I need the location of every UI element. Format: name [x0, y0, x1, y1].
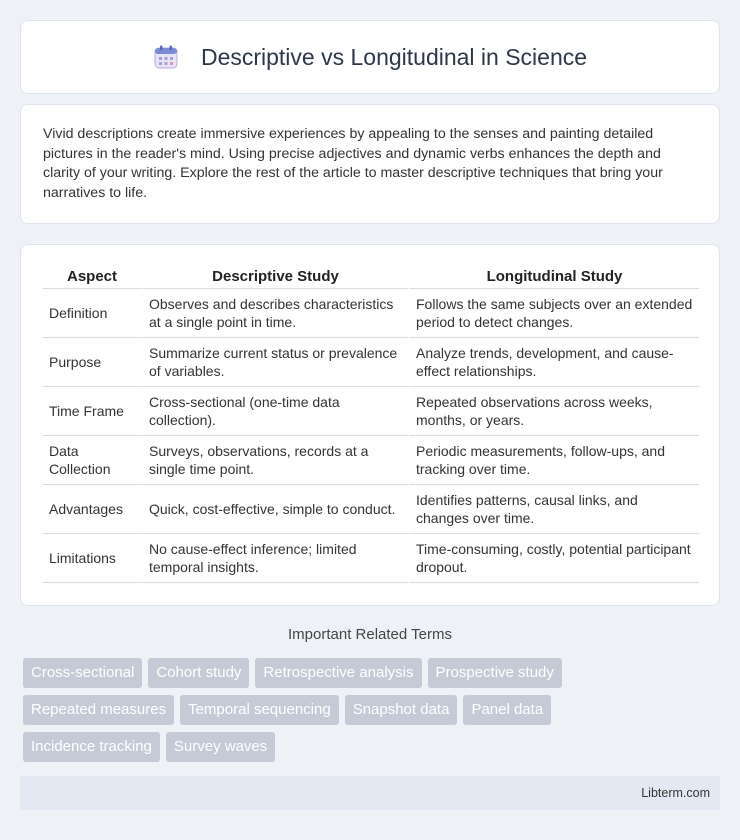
related-terms-list: [23, 658, 623, 762]
table-row: [43, 289, 699, 338]
page-title: Descriptive vs Longitudinal in Science: [200, 43, 588, 70]
intro-card: [20, 104, 720, 224]
related-term-tag[interactable]: Repeated measures: [23, 695, 174, 725]
table-row: [43, 338, 699, 387]
related-terms-title: Important Related Terms: [288, 626, 452, 643]
row-aspect: Data Collection: [43, 436, 141, 485]
row-aspect: Time Frame: [43, 387, 141, 436]
comparison-table-card: [20, 244, 720, 606]
related-term-tag[interactable]: Survey waves: [166, 732, 275, 762]
row-longitudinal: Follows the same subjects over an extended period to detect changes.: [408, 289, 699, 338]
table-row: [43, 436, 699, 485]
related-term-tag[interactable]: Prospective study: [428, 658, 562, 688]
related-term-tag[interactable]: Cross-sectional: [23, 658, 142, 688]
row-longitudinal: Periodic measurements, follow-ups, and tracking over time.: [408, 436, 699, 485]
row-descriptive: Surveys, observations, records at a single time point.: [141, 436, 408, 485]
column-header-longitudinal: Longitudinal Study: [408, 265, 699, 289]
row-aspect: Advantages: [43, 485, 141, 534]
row-descriptive: Observes and describes characteristics at a single point in time.: [141, 289, 408, 338]
row-descriptive: Quick, cost-effective, simple to conduct.: [141, 485, 408, 534]
table-row: [43, 485, 699, 534]
row-longitudinal: Analyze trends, development, and cause-effect relationships.: [408, 338, 699, 387]
column-header-aspect: Aspect: [43, 265, 141, 289]
row-longitudinal: Identifies patterns, causal links, and changes over time.: [408, 485, 699, 534]
row-aspect: Definition: [43, 289, 141, 338]
comparison-table: [43, 265, 699, 583]
row-descriptive: Cross-sectional (one-time data collection).: [141, 387, 408, 436]
row-descriptive: No cause-effect inference; limited temporal insights.: [141, 534, 408, 583]
header-card: [20, 20, 720, 94]
table-row: [43, 387, 699, 436]
row-aspect: Limitations: [43, 534, 141, 583]
related-term-tag[interactable]: Snapshot data: [345, 695, 458, 725]
footer: [20, 776, 720, 810]
row-longitudinal: Repeated observations across weeks, months, or years.: [408, 387, 699, 436]
calendar-icon: [153, 44, 179, 70]
intro-text: Vivid descriptions create immersive experiences by appealing to the senses and painting detailed pictures in the reader's mind. Using precise adjectives and dynamic verbs enhances the depth and clarity of your writing. Explore the rest of the article to master descriptive techniques that bring your narratives to life.: [43, 126, 663, 201]
related-term-tag[interactable]: Cohort study: [148, 658, 249, 688]
related-term-tag[interactable]: Temporal sequencing: [180, 695, 339, 725]
row-longitudinal: Time-consuming, costly, potential participant dropout.: [408, 534, 699, 583]
table-header-row: [43, 265, 699, 289]
related-term-tag[interactable]: Retrospective analysis: [255, 658, 421, 688]
related-term-tag[interactable]: Panel data: [463, 695, 551, 725]
table-row: [43, 534, 699, 583]
column-header-descriptive: Descriptive Study: [141, 265, 408, 289]
row-aspect: Purpose: [43, 338, 141, 387]
row-descriptive: Summarize current status or prevalence of variables.: [141, 338, 408, 387]
footer-source-link[interactable]: Libterm.com: [641, 786, 710, 800]
related-term-tag[interactable]: Incidence tracking: [23, 732, 160, 762]
